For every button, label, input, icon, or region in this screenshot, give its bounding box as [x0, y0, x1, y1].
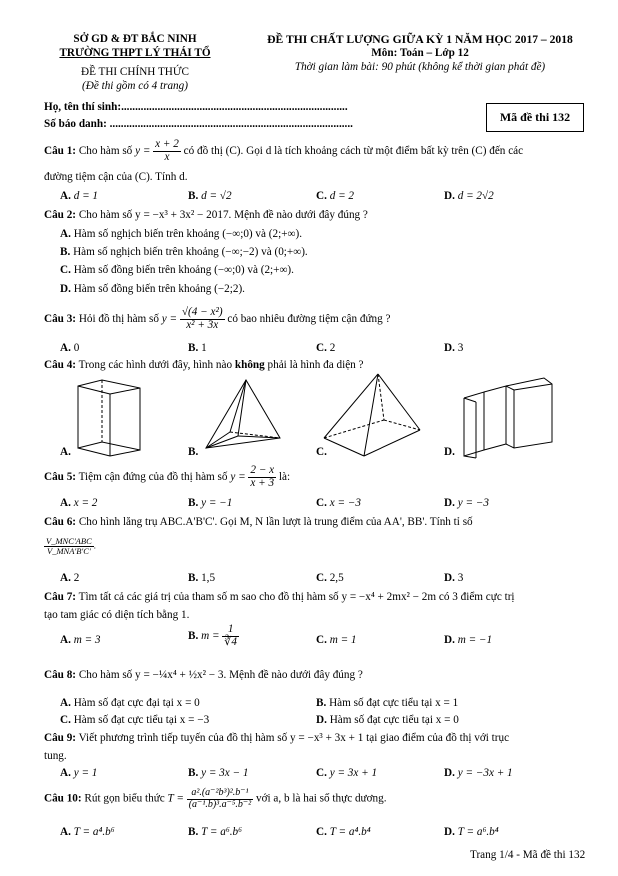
pages-note: (Đề thi gồm có 4 trang) [82, 80, 188, 92]
q10-lhs: T = [167, 792, 187, 805]
q7-option-d [444, 634, 492, 646]
q5-option-b [188, 497, 232, 509]
q9-a-text: y = 1 [73, 767, 98, 779]
q7-c-letter: C. [316, 634, 327, 646]
figure-d-shape [458, 372, 558, 458]
q10-option-b [188, 826, 242, 838]
q8-d-text: Hàm số đạt cực tiểu tại x = 0 [329, 714, 459, 726]
q3-a-text: 0 [73, 342, 80, 354]
q9-option-d [444, 767, 513, 779]
q4-option-a: A. [60, 446, 71, 458]
q9-option-b [188, 767, 248, 779]
q7-c-text: m = 1 [329, 634, 357, 646]
q6-d-text: 3 [457, 572, 464, 584]
q6-option-d [444, 572, 463, 584]
subject: Môn: Toán – Lớp 12 [371, 47, 469, 59]
q4-post: phải là hình đa diện ? [264, 359, 364, 371]
q2-c-text: Hàm số đồng biến trên khoảng (−∞;0) và (2;+∞). [73, 264, 294, 276]
q1-option-a [60, 190, 98, 202]
id-line: Số báo danh: ....................................................................................... [44, 118, 353, 130]
q7-b-letter: B. [188, 629, 199, 642]
q9-line2: tung. [44, 750, 67, 762]
q6-option-c [316, 572, 344, 584]
q1-b-letter: B. [188, 190, 199, 202]
q10-c-text: T = a⁴.b⁴ [329, 826, 371, 838]
q9-b-letter: B. [188, 767, 199, 779]
q7-label: Câu 7: [44, 591, 77, 603]
q3-den: x² + 3x [186, 318, 219, 331]
q7-b-den: ∛4 [224, 635, 238, 648]
q3-option-a [60, 342, 79, 354]
q10-d-letter: D. [444, 826, 455, 838]
q8-option-a [60, 697, 200, 709]
q1-den: x [164, 150, 170, 163]
q8-d-letter: D. [316, 714, 327, 726]
q3-label: Câu 3: [44, 312, 77, 325]
q7-a-letter: A. [60, 634, 71, 646]
q3-lhs: y = [161, 312, 180, 325]
q6-num: V_MNC'ABC [46, 536, 92, 546]
q3-option-b [188, 342, 207, 354]
question-8 [44, 669, 363, 681]
q9-a-letter: A. [60, 767, 71, 779]
q10-den: (a⁻¹.b)³.a⁻⁵.b⁻² [188, 798, 252, 810]
q4-option-d: D. [444, 446, 455, 458]
q3-d-text: 3 [457, 342, 464, 354]
question-7 [44, 591, 515, 603]
q1-label: Câu 1: [44, 144, 77, 157]
q6-b-letter: B. [188, 572, 199, 584]
q5-a-text: x = 2 [73, 497, 98, 509]
q1-b-text: d = √2 [201, 190, 232, 202]
q1-pre: Cho hàm số [76, 144, 136, 157]
q7-text: Tìm tất cả các giá trị của tham số m sao cho đồ thị hàm số y = −x⁴ + 2mx² − 2m có 3 điểm cực trị [76, 591, 515, 603]
q2-option-d [60, 283, 245, 295]
q9-label: Câu 9: [44, 732, 77, 744]
q2-option-b [60, 246, 308, 258]
question-4 [44, 359, 364, 371]
q5-den: x + 3 [250, 476, 275, 489]
q10-post: với a, b là hai số thực dương. [253, 792, 387, 805]
q8-c-letter: C. [60, 714, 71, 726]
q5-c-text: x = −3 [329, 497, 361, 509]
q3-b-text: 1 [201, 342, 207, 354]
q10-b-text: T = a⁶.b⁶ [201, 826, 242, 838]
q6-fraction [44, 537, 94, 556]
q5-c-letter: C. [316, 497, 327, 509]
q6-ratio: $\frac{\text{V\_MNC'ABC}}{\text{V\_MNA'B'C'}}$ . [46, 536, 96, 556]
q2-a-letter: A. [60, 228, 71, 240]
q7-b-fraction [222, 624, 239, 649]
q2-d-text: Hàm số đồng biến trên khoảng (−2;2). [73, 283, 245, 295]
q6-a-text: 2 [73, 572, 80, 584]
q1-c-letter: C. [316, 190, 327, 202]
q8-option-d [316, 714, 459, 726]
q3-option-d [444, 342, 463, 354]
q4-label: Câu 4: [44, 359, 77, 371]
q5-pre: Tiệm cận đứng của đồ thị hàm số [76, 470, 231, 483]
q3-d-letter: D. [444, 342, 455, 354]
page-footer: Trang 1/4 - Mã đề thi 132 [470, 849, 586, 861]
q7-b-num: 1 [222, 624, 239, 637]
q10-pre: Rút gọn biểu thức [81, 792, 168, 805]
question-1 [44, 139, 523, 164]
q7-a-text: m = 3 [73, 634, 101, 646]
q3-pre: Hỏi đồ thị hàm số [76, 312, 162, 325]
q1-d-text: d = 2√2 [457, 190, 494, 202]
q10-label: Câu 10: [44, 792, 82, 805]
q8-option-b [316, 697, 458, 709]
q8-text: Cho hàm số y = −¼x⁴ + ½x² − 3. Mệnh đề nào dưới đây đúng ? [76, 669, 363, 681]
q9-option-c [316, 767, 377, 779]
question-6 [44, 516, 473, 528]
q5-b-text: y = −1 [201, 497, 233, 509]
q1-option-c [316, 190, 354, 202]
q5-d-letter: D. [444, 497, 455, 509]
q7-option-a [60, 634, 101, 646]
q3-post: có bao nhiêu đường tiệm cận đứng ? [224, 312, 391, 325]
q5-num: 2 − x [250, 464, 275, 476]
q2-text: Cho hàm số y = −x³ + 3x² − 2017. Mệnh đề nào dưới đây đúng ? [76, 209, 368, 221]
q2-b-letter: B. [60, 246, 71, 258]
time-note: Thời gian làm bài: 90 phút (không kể thời gian phát đề) [294, 61, 546, 73]
q2-d-letter: D. [60, 283, 71, 295]
q7-d-text: m = −1 [457, 634, 493, 646]
q7-line2: tạo tam giác có diện tích bằng 1. [44, 609, 190, 621]
q1-num: x + 2 [155, 138, 179, 150]
q1-fraction [153, 139, 181, 164]
q10-a-text: T = a⁴.b⁶ [73, 826, 115, 838]
q4-bold: không [234, 359, 265, 371]
q5-lhs: y = [230, 470, 249, 483]
q5-post: là: [276, 470, 291, 483]
q1-lhs: y = [135, 144, 154, 157]
q10-option-a [60, 826, 115, 838]
q8-c-text: Hàm số đạt cực tiểu tại x = −3 [73, 714, 210, 726]
q3-fraction [180, 307, 225, 332]
q10-option-c [316, 826, 371, 838]
q6-b-text: 1,5 [201, 572, 216, 584]
q3-b-letter: B. [188, 342, 199, 354]
q10-fraction [187, 788, 253, 810]
q7-option-b [188, 624, 239, 649]
q5-option-d [444, 497, 489, 509]
exam-code-box: Mã đề thi 132 [486, 103, 584, 132]
q6-label: Câu 6: [44, 516, 77, 528]
question-10 [44, 788, 387, 810]
q6-c-text: 2,5 [329, 572, 344, 584]
exam-title: ĐỀ THI CHẤT LƯỢNG GIỮA KỲ 1 NĂM HỌC 2017 – 2018 [267, 33, 573, 46]
figure-a-prism [76, 378, 146, 458]
q5-label: Câu 5: [44, 470, 77, 483]
q9-b-text: y = 3x − 1 [201, 767, 249, 779]
q2-a-text: Hàm số nghịch biến trên khoảng (−∞;0) và (2;+∞). [73, 228, 303, 240]
q6-option-b [188, 572, 215, 584]
q5-d-text: y = −3 [457, 497, 489, 509]
q4-pre: Trong các hình dưới đây, hình nào [76, 359, 235, 371]
question-5 [44, 465, 290, 490]
q3-a-letter: A. [60, 342, 71, 354]
q2-option-a [60, 228, 302, 240]
q8-label: Câu 8: [44, 669, 77, 681]
q5-option-c [316, 497, 361, 509]
q10-option-d [444, 826, 499, 838]
q6-den: V_MNA'B'C' [47, 545, 91, 556]
figure-b-pyramid [200, 378, 282, 456]
q3-c-text: 2 [329, 342, 336, 354]
official-label: ĐỀ THI CHÍNH THỨC [80, 66, 190, 78]
q2-label: Câu 2: [44, 209, 77, 221]
q2-c-letter: C. [60, 264, 71, 276]
q5-a-letter: A. [60, 497, 71, 509]
q1-line2: đường tiệm cận của (C). Tính d. [44, 171, 188, 183]
figure-c-pyramid [322, 372, 422, 458]
q10-a-letter: A. [60, 826, 71, 838]
q3-num: √(4 − x²) [181, 306, 223, 318]
q1-option-d [444, 190, 494, 202]
q3-option-c [316, 342, 335, 354]
q1-post: có đồ thị (C). Gọi d là tích khoảng cách từ một điểm bất kỳ trên (C) đến các [180, 144, 524, 157]
q5-option-a [60, 497, 97, 509]
q1-c-text: d = 2 [329, 190, 355, 202]
q1-d-letter: D. [444, 190, 455, 202]
q6-a-letter: A. [60, 572, 71, 584]
q10-c-letter: C. [316, 826, 327, 838]
question-2 [44, 209, 368, 221]
q9-d-letter: D. [444, 767, 455, 779]
q8-option-c [60, 714, 209, 726]
q8-a-letter: A. [60, 697, 71, 709]
q7-b-lhs: m = [201, 629, 223, 642]
question-3 [44, 307, 391, 332]
q10-b-letter: B. [188, 826, 199, 838]
q4-option-c: C. [316, 446, 327, 458]
q4-option-b: B. [188, 446, 199, 458]
q6-c-letter: C. [316, 572, 327, 584]
q2-option-c [60, 264, 294, 276]
q1-a-text: d = 1 [73, 190, 99, 202]
q10-num: a².(a⁻²b³)².b⁻¹ [187, 788, 253, 800]
q9-c-letter: C. [316, 767, 327, 779]
dept-name: SỞ GD & ĐT BẮC NINH [73, 33, 197, 45]
q8-b-letter: B. [316, 697, 327, 709]
q2-b-text: Hàm số nghịch biến trên khoảng (−∞;−2) và (0;+∞). [73, 246, 308, 258]
q5-fraction [248, 465, 276, 490]
q6-text: Cho hình lăng trụ ABC.A'B'C'. Gọi M, N lần lượt là trung điểm của AA', BB'. Tính tỉ số [76, 516, 473, 528]
q6-option-a [60, 572, 79, 584]
q9-d-text: y = −3x + 1 [457, 767, 513, 779]
q9-text: Viết phương trình tiếp tuyến của đồ thị hàm số y = −x³ + 3x + 1 tại giao điểm của đồ thị với trục [76, 732, 510, 744]
name-line: Họ, tên thí sinh:................................................................................. [44, 101, 348, 113]
q6-d-letter: D. [444, 572, 455, 584]
q1-option-b [188, 190, 232, 202]
q7-option-c [316, 634, 357, 646]
q9-option-a [60, 767, 97, 779]
q5-b-letter: B. [188, 497, 199, 509]
q10-d-text: T = a⁶.b⁴ [457, 826, 499, 838]
q8-b-text: Hàm số đạt cực tiểu tại x = 1 [329, 697, 459, 709]
q1-a-letter: A. [60, 190, 71, 202]
q9-c-text: y = 3x + 1 [329, 767, 378, 779]
school-name: TRƯỜNG THPT LÝ THÁI TỔ [59, 47, 211, 59]
q8-a-text: Hàm số đạt cực đại tại x = 0 [73, 697, 200, 709]
question-9 [44, 732, 509, 744]
q7-d-letter: D. [444, 634, 455, 646]
q3-c-letter: C. [316, 342, 327, 354]
